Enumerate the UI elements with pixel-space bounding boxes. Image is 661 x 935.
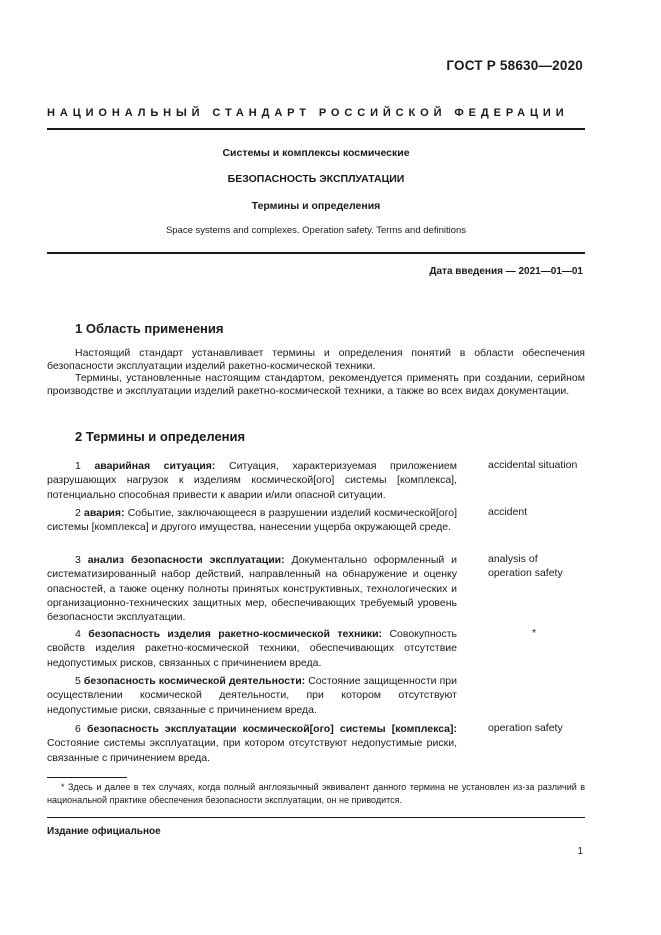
term-entry-2 — [47, 506, 457, 535]
term-number: 1 — [75, 460, 81, 472]
term-name: аварийная ситуация: — [94, 460, 216, 472]
term-english-3: analysis of operation safety — [488, 553, 563, 579]
term-definition: Совокупность свойств изделия ракетно-космической техники, обеспечивающих отсутствие недопустимых рисков, связанных с причинением вреда. — [47, 628, 457, 669]
term-english-6: operation safety — [488, 722, 563, 734]
term-name: безопасность эксплуатации космической[ого] системы [комплекса]: — [87, 723, 457, 735]
bottom-rule — [47, 817, 585, 818]
term-entry-1 — [47, 459, 457, 502]
national-standard-banner: НАЦИОНАЛЬНЫЙ СТАНДАРТ РОССИЙСКОЙ ФЕДЕРАЦИИ — [47, 107, 569, 119]
title-line2: БЕЗОПАСНОСТЬ ЭКСПЛУАТАЦИИ — [227, 173, 405, 185]
term-number: 4 — [75, 628, 81, 640]
term-number: 5 — [75, 675, 81, 687]
term-definition: Документально оформленный и систематизированный набор действий, направленный на обнаружение и оценку опасностей, а также оценку полноты принятых конструктивных, технологических и организационно-технических защитных мер, обеспечивающих требуемый уровень безопасности эксплуатации. — [47, 554, 457, 624]
standard-code: ГОСТ Р 58630—2020 — [446, 58, 583, 73]
section1-heading: 1 Область применения — [75, 321, 224, 336]
section1-paragraph1: Настоящий стандарт устанавливает термины и определения понятий в области обеспечения безопасности эксплуатации изделий ракетно-космической техники. — [47, 347, 585, 372]
page-number: 1 — [577, 846, 583, 857]
term-entry-3 — [47, 553, 457, 624]
footnote-separator — [47, 777, 127, 778]
term-entry-5 — [47, 674, 457, 717]
footnote — [47, 781, 585, 806]
term-english-2: accident — [488, 506, 528, 518]
term-number: 2 — [75, 507, 81, 519]
official-edition-label: Издание официальное — [47, 826, 161, 837]
section2-heading: 2 Термины и определения — [75, 429, 246, 444]
term-definition: Событие, заключающееся в разрушении изделий космической[ого] системы [комплекса] и другого имущества, нанесении ущерба окружающей среде. — [47, 507, 458, 534]
top-rule — [47, 128, 585, 130]
term-number: 6 — [75, 723, 81, 735]
term-name: безопасность космической деятельности: — [83, 675, 306, 687]
term-number: 3 — [75, 554, 81, 566]
term-name: авария: — [84, 507, 125, 519]
footnote-text: * Здесь и далее в тех случаях, когда полный англоязычный эквивалент данного термина не установлен из-за различий в национальной практике обеспечения безопасности эксплуатации, он не приводится. — [47, 782, 585, 805]
section1-paragraph2: Термины, установленные настоящим стандартом, рекомендуется применять при создании, серийном производстве и эксплуатации изделий ракетно-космической техники, а также во всех видах документации. — [47, 372, 585, 398]
term-entry-6 — [47, 722, 457, 765]
term-definition: Ситуация, характеризуемая приложением разрушающих нагрузок к изделиям космической[ого] системы [комплекса], потенциально способная привести к аварии и/или опасной ситуации. — [47, 460, 457, 501]
section1-body — [47, 347, 585, 398]
term-definition: Состояние защищенности при осуществлении космической деятельности, при котором отсутствуют недопустимые риски, связанные с причинением вреда. — [47, 675, 457, 716]
term-english-1: accidental situation — [488, 459, 578, 471]
term-entry-4 — [47, 627, 457, 670]
title-english: Space systems and complexes. Operation safety. Terms and definitions — [165, 225, 467, 236]
title-line1: Системы и комплексы космические — [222, 147, 410, 159]
title-line3: Термины и определения — [251, 200, 381, 212]
title-rule — [47, 252, 585, 254]
term-name: анализ безопасности эксплуатации: — [87, 554, 285, 566]
term-english-4: * — [532, 627, 537, 639]
term-definition: Состояние системы эксплуатации, при котором отсутствуют недопустимые риски, связанные с причинением вреда. — [47, 737, 457, 764]
introduction-date: Дата введения — 2021—01—01 — [429, 266, 583, 277]
term-name: безопасность изделия ракетно-космической техники: — [88, 628, 383, 640]
